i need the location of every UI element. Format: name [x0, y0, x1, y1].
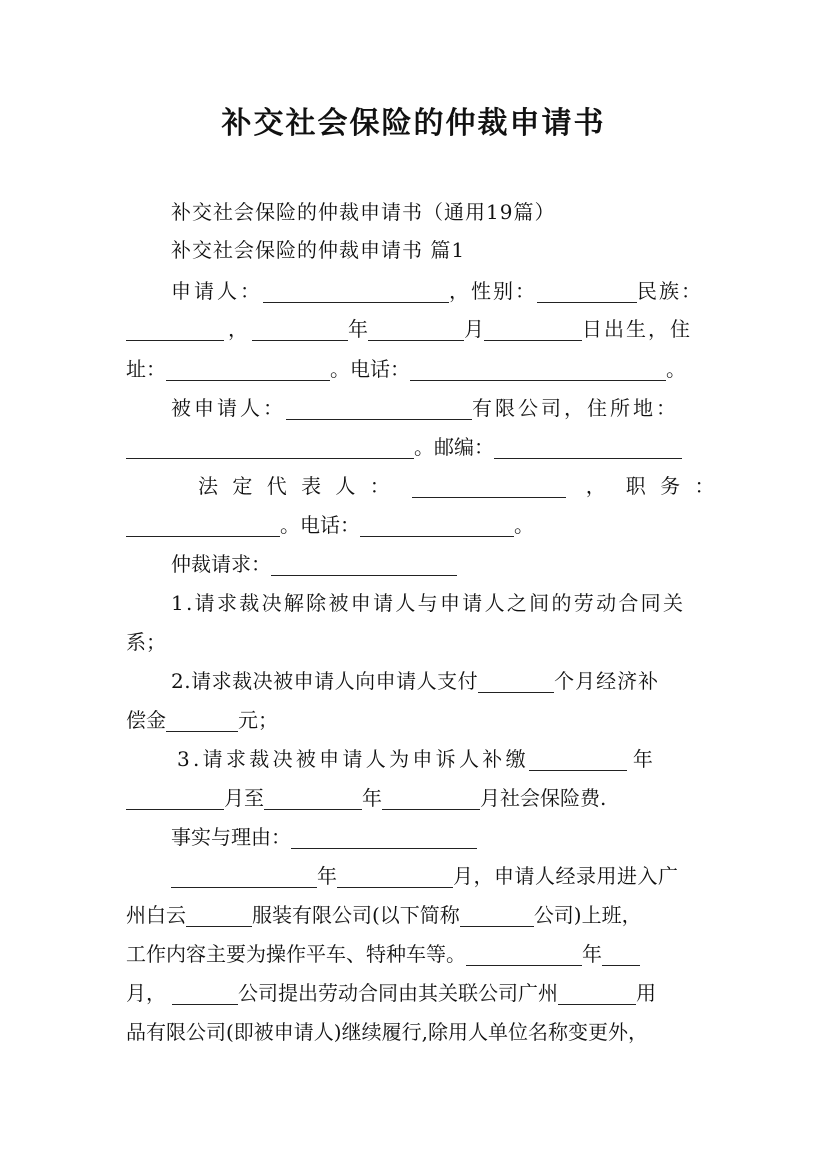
- text: 址：: [126, 357, 166, 381]
- text: 系；: [126, 630, 166, 654]
- text: 用: [636, 981, 656, 1005]
- label: 仲裁请求：: [171, 552, 271, 576]
- legal-rep-line: [198, 471, 719, 501]
- address-line: [126, 354, 686, 384]
- subtitle-line: [171, 197, 555, 227]
- start-month-blank: [126, 788, 224, 810]
- label: 职 务 ：: [625, 474, 719, 498]
- end-month-blank: [382, 788, 480, 810]
- text: 2.请求裁决被申请人向申请人支付: [171, 669, 479, 693]
- months-blank: [478, 671, 554, 693]
- postcode-blank: [494, 437, 682, 459]
- text: 年: [632, 747, 653, 771]
- respondent-blank: [286, 398, 472, 420]
- label: 申请人：: [171, 279, 263, 303]
- start-year-blank: [529, 749, 627, 771]
- text: 服装有限公司(以下简称: [252, 903, 460, 927]
- company-short-blank: [460, 905, 534, 927]
- text: 年: [362, 786, 382, 810]
- employ-month-blank: [337, 866, 453, 888]
- rep-phone-blank: [360, 515, 514, 537]
- facts-heading: [171, 822, 477, 852]
- company-blank: [186, 905, 252, 927]
- transfer-year-blank: [466, 944, 582, 966]
- text: 个月经济补: [554, 669, 660, 693]
- text: 偿金: [126, 708, 166, 732]
- facts-line-4: [126, 978, 656, 1008]
- claim-2-cont: [126, 705, 278, 735]
- legal-rep-blank: [412, 476, 566, 498]
- applicant-name-blank: [263, 281, 449, 303]
- ethnicity-blank: [126, 319, 224, 341]
- claim-1-cont: [126, 627, 166, 657]
- position-blank: [126, 515, 280, 537]
- text: 公司提出劳动合同由其关联公司广州: [238, 981, 558, 1005]
- facts-line-1: [171, 861, 679, 891]
- phone-blank: [410, 359, 666, 381]
- claim-3: [177, 744, 653, 774]
- text: 。电话：: [280, 513, 360, 537]
- text: 月至: [224, 786, 264, 810]
- claims-blank: [271, 554, 457, 576]
- text: 月社会保险费.: [480, 786, 607, 810]
- claim-3-cont: [126, 783, 606, 813]
- text: 日出生，住: [582, 317, 692, 341]
- label: 法 定 代 表 人 ：: [198, 474, 394, 498]
- text: 州白云: [126, 903, 186, 927]
- text: 补交社会保险的仲裁申请书 篇1: [171, 238, 466, 262]
- day-blank: [484, 319, 582, 341]
- text: 。: [666, 357, 686, 381]
- section-heading: [171, 235, 465, 265]
- transfer-month-blank: [602, 944, 640, 966]
- text: 。: [514, 513, 534, 537]
- text: 年: [317, 864, 337, 888]
- claim-1: [171, 588, 685, 618]
- applicant-line: [171, 276, 703, 306]
- postcode-line: [126, 432, 682, 462]
- text: ，: [228, 317, 248, 341]
- text: 月: [464, 317, 484, 341]
- text: 有限公司，住所地：: [472, 396, 679, 420]
- claims-heading: [171, 549, 457, 579]
- text: 公司)上班，: [533, 903, 642, 927]
- text: 年: [582, 942, 602, 966]
- text: 。电话：: [330, 357, 410, 381]
- month-blank: [368, 319, 464, 341]
- birth-line: [126, 314, 692, 344]
- related-company-blank: [558, 983, 636, 1005]
- residence-blank: [126, 437, 414, 459]
- facts-line-2: [126, 900, 642, 930]
- original-company-blank: [172, 983, 238, 1005]
- gender-blank: [537, 281, 637, 303]
- amount-blank: [166, 710, 238, 732]
- employ-year-blank: [171, 866, 317, 888]
- label: 民族：: [637, 279, 703, 303]
- end-year-blank: [264, 788, 362, 810]
- facts-blank: [291, 827, 477, 849]
- label: ，性别：: [449, 279, 537, 303]
- claim-2: [171, 666, 659, 696]
- text: 月，申请人经录用进入广: [453, 864, 679, 888]
- text: 工作内容主要为操作平车、特种车等。: [126, 942, 466, 966]
- label: 被申请人：: [171, 396, 286, 420]
- label: 事实与理由：: [171, 825, 291, 849]
- text: 元；: [238, 708, 278, 732]
- text: 。邮编：: [414, 435, 494, 459]
- text: 3.请求裁决被申请人为申诉人补缴: [177, 747, 529, 771]
- rep-phone-line: [126, 510, 534, 540]
- text: 年: [348, 317, 368, 341]
- document-title: 补交社会保险的仲裁申请书: [221, 106, 606, 141]
- text: 补交社会保险的仲裁申请书（通用19篇）: [171, 200, 556, 224]
- facts-line-3: [126, 939, 640, 969]
- facts-line-5: [126, 1017, 648, 1047]
- respondent-line: [171, 393, 679, 423]
- text: 品有限公司(即被申请人)继续履行,除用人单位名称变更外，: [126, 1020, 648, 1044]
- text: 1.请求裁决解除被申请人与申请人之间的劳动合同关: [171, 591, 686, 615]
- year-blank: [252, 319, 348, 341]
- address-blank: [166, 359, 330, 381]
- text: ，: [585, 474, 606, 498]
- text: 月，: [126, 981, 166, 1005]
